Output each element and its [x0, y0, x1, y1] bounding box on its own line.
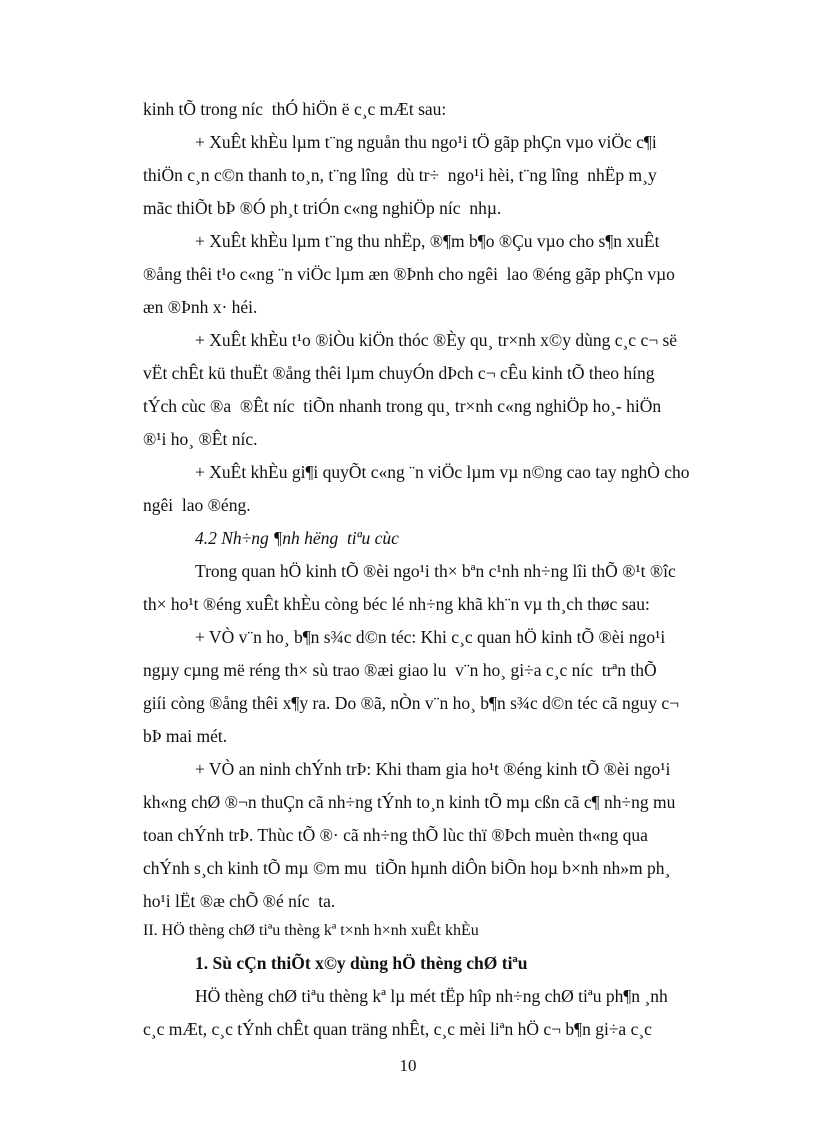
- text-line: HÖ thèng chØ tiªu thèng kª lµ mét tËp hîp nh÷ng chØ tiªu ph¶n ¸nh: [195, 986, 668, 1006]
- text-line: bÞ mai mét.: [143, 726, 228, 746]
- text-line: + VÒ v¨n ho¸ b¶n s¾c d©n téc: Khi c¸c quan hÖ kinh tÕ ®èi ngo¹i: [195, 627, 666, 647]
- text-line: kinh tÕ trong níc thÓ hiÖn ë c¸c mÆt sau:: [143, 99, 447, 119]
- text-line: chÝnh s¸ch kinh tÕ mµ ©m mu tiÕn hµnh diÔn biÕn hoµ b×nh nh»m ph¸: [143, 858, 671, 878]
- text-line: ho¹i lËt ®æ chÕ ®é níc ta.: [143, 891, 336, 911]
- text-line: + XuÊt khÈu lµm t¨ng nguån thu ngo¹i tÖ gãp phÇn vµo viÖc c¶i: [195, 132, 657, 152]
- text-line: thiÖn c¸n c©n thanh to¸n, t¨ng lîng dù tr÷ ngo¹i hèi, t¨ng lîng nhËp m¸y: [143, 165, 657, 185]
- text-line: c¸c mÆt, c¸c tÝnh chÊt quan träng nhÊt, c¸c mèi liªn hÖ c¬ b¶n gi÷a c¸c: [143, 1019, 652, 1039]
- text-line: + VÒ an ninh chÝnh trÞ: Khi tham gia ho¹t ®éng kinh tÕ ®èi ngo¹i: [195, 759, 671, 779]
- text-line: + XuÊt khÈu lµm t¨ng thu nhËp, ®¶m b¶o ®Çu vµo cho s¶n xuÊt: [195, 231, 660, 251]
- text-line: giíi còng ®ång thêi x¶y ra. Do ®ã, nÒn v¨n ho¸ b¶n s¾c d©n téc cã nguy c¬: [143, 693, 680, 713]
- text-line: + XuÊt khÈu t¹o ®iÒu kiÖn thóc ®Èy qu¸ tr×nh x©y dùng c¸c c¬ së: [195, 330, 678, 350]
- text-line: ngµy cµng më réng th× sù trao ®æi giao lu v¨n ho¸ gi÷a c¸c níc trªn thÕ: [143, 660, 657, 680]
- chapter-heading: II. HÖ thèng chØ tiªu thèng kª t×nh h×nh xuÊt khÈu: [143, 922, 479, 939]
- text-line: toan chÝnh trÞ. Thùc tÕ ®· cã nh÷ng thÕ lùc thï ®Þch muèn th«ng qua: [143, 825, 648, 845]
- page-number: 10: [399, 1056, 417, 1075]
- text-line: mãc thiÕt bÞ ®Ó ph¸t triÓn c«ng nghiÖp níc nhµ.: [143, 198, 502, 218]
- text-line: tÝch cùc ®a ®Êt níc tiÕn nhanh trong qu¸ tr×nh c«ng nghiÖp ho¸- hiÖn: [143, 396, 662, 416]
- text-line: vËt chÊt kü thuËt ®ång thêi lµm chuyÓn dÞch c¬ cÊu kinh tÕ theo híng: [143, 363, 655, 383]
- subsection-heading: 1. Sù cÇn thiÕt x©y dùng hÖ thèng chØ tiªu: [195, 953, 528, 973]
- text-line: ®ång thêi t¹o c«ng ¨n viÖc lµm æn ®Þnh cho ngêi lao ®éng gãp phÇn vµo: [143, 264, 675, 284]
- text-line: ngêi lao ®éng.: [143, 495, 251, 515]
- text-line: + XuÊt khÈu gi¶i quyÕt c«ng ¨n viÖc lµm vµ n©ng cao tay nghÒ cho: [195, 462, 690, 482]
- text-line: æn ®Þnh x· héi.: [143, 297, 258, 317]
- text-line: ®¹i ho¸ ®Êt níc.: [143, 429, 258, 449]
- text-line: th× ho¹t ®éng xuÊt khÈu còng béc lé nh÷ng khã kh¨n vµ th¸ch thøc sau:: [143, 594, 650, 614]
- section-heading: 4.2 Nh÷ng ¶nh hëng tiªu cùc: [195, 528, 399, 548]
- text-line: kh«ng chØ ®¬n thuÇn cã nh÷ng tÝnh to¸n kinh tÕ mµ cßn cã c¶ nh÷ng mu: [143, 792, 676, 812]
- text-line: Trong quan hÖ kinh tÕ ®èi ngo¹i th× bªn c¹nh nh÷ng lîi thÕ ®¹t ®îc: [195, 561, 676, 581]
